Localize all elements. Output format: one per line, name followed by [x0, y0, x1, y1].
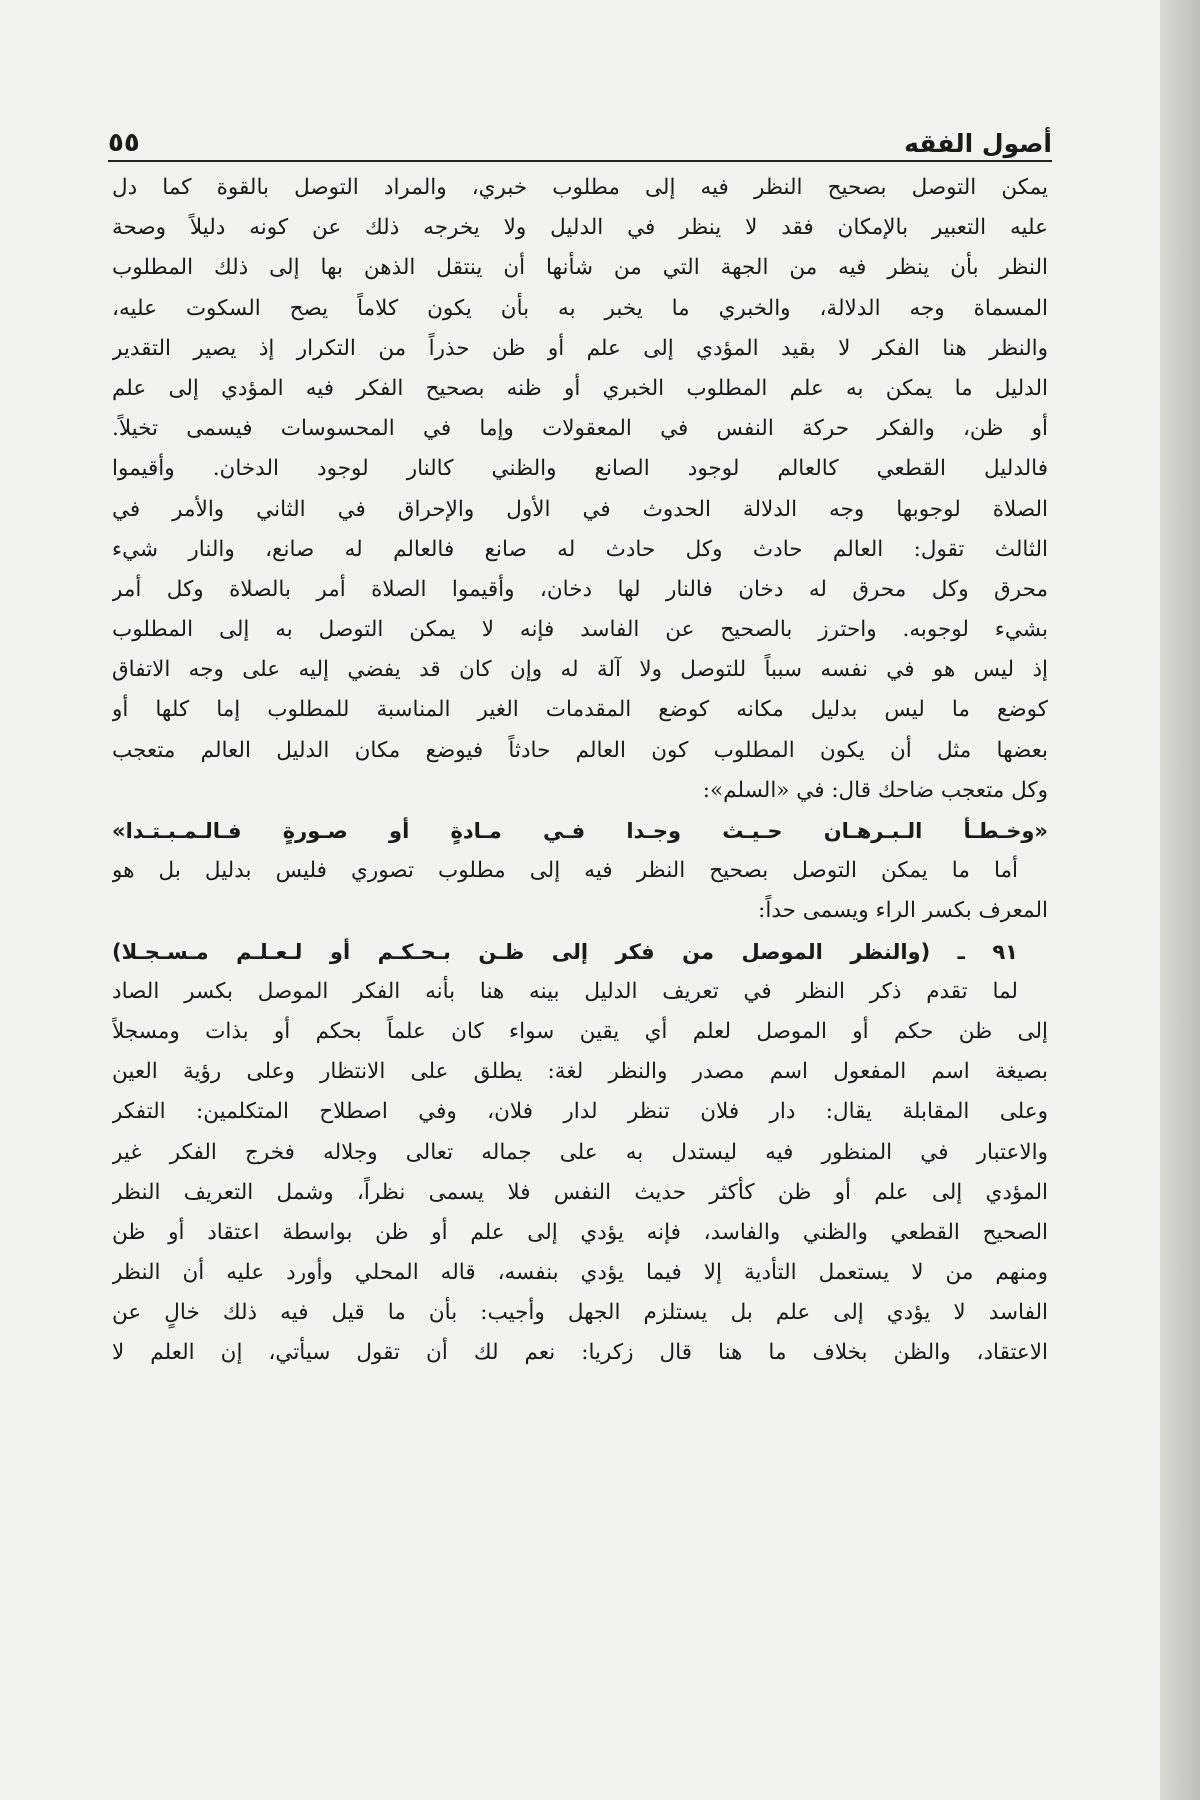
text-line: كوضع ما ليس بدليل مكانه كوضع المقدمات الغير المناسبة للمطلوب إما كلها أو	[112, 697, 1048, 723]
text-line: المعرف بكسر الراء ويسمى حداً:	[758, 898, 1048, 924]
text-line: أما ما يمكن التوصل بصحيح النظر فيه إلى مطلوب تصوري فليس بدليل بل هو	[112, 858, 1018, 884]
verse-line: «وخـطـأ الـبـرهـان حـيـث وجـدا فـي مـادةٍ أو صـورةٍ فـالـمـبـتـدا»	[112, 819, 1048, 843]
text-line: والاعتبار في المنظور فيه ليستدل به على جماله تعالى وجلاله فخرج الفكر غير	[112, 1139, 1048, 1165]
header-rule	[108, 160, 1052, 162]
text-line: الصلاة لوجوبها وجه الدلالة الحدوث في الأول والإحراق في الثاني والأمر في	[112, 496, 1048, 522]
text-line: المؤدي إلى علم أو ظن كأكثر حديث النفس فلا يسمى نظراً، وشمل التعريف النظر	[112, 1179, 1048, 1205]
text-line: ومنهم من لا يستعمل التأدية إلا فيما يؤدي بنفسه، قاله المحلي وأورد عليه أن النظر	[112, 1260, 1048, 1286]
text-line: والنظر هنا الفكر لا بقيد المؤدي إلى علم أو ظن حذراً من التكرار إذ يصير التقدير	[112, 335, 1048, 361]
text-line: الدليل ما يمكن به علم المطلوب الخبري أو ظنه بصحيح الفكر فيه المؤدي إلى علم	[112, 375, 1048, 401]
text-line: وكل متعجب ضاحك قال: في «السلم»:	[702, 777, 1048, 803]
text-line: المسماة وجه الدلالة، والخبري ما يخبر به بأن يكون كلاماً يصح السكوت عليه،	[112, 295, 1048, 321]
page-header	[108, 108, 1052, 158]
text-line: بصيغة اسم المفعول اسم مصدر والنظر لغة: يطلق على الانتظار وعلى رؤية العين	[112, 1059, 1048, 1085]
text-line: الثالث تقول: العالم حادث وكل حادث له صانع فالعالم له صانع، والنار شيء	[112, 536, 1048, 562]
text-line: الصحيح القطعي والظني والفاسد، فإنه يؤدي إلى علم أو ظن بواسطة اعتقاد أو ظن	[112, 1219, 1048, 1245]
running-title: أصول الفقه	[904, 129, 1052, 158]
text-line: أو ظن، والفكر حركة النفس في المعقولات وإما في المحسوسات فيسمى تخيلاً.	[112, 416, 1048, 442]
page-number: ٥٥	[108, 128, 140, 158]
text-line: عليه التعبير بالإمكان فقد لا ينظر في الدليل ولا يخرجه ذلك عن كونه دليلاً وصحة	[112, 215, 1048, 241]
text-line: إلى ظن حكم أو الموصل لعلم أي يقين سواء كان علماً بحكم أو بذات ومسجلاً	[112, 1018, 1048, 1044]
text-line: محرق وكل محرق له دخان فالنار لها دخان، وأقيموا الصلاة أمر بالصلاة وكل أمر	[112, 576, 1048, 602]
page-gutter-shadow	[1160, 0, 1200, 1800]
text-line: الاعتقاد، والظن بخلاف ما هنا قال زكريا: نعم لك أن تقول سيأتي، إن العلم لا	[112, 1340, 1048, 1366]
verse-heading-91: ٩١ ـ (والنظر الموصل من فكر إلى ظـن بـحـكـم أو لـعـلـم مـسـجـلا)	[112, 939, 1018, 964]
text-line: لما تقدم ذكر النظر في تعريف الدليل بينه هنا بأنه الفكر الموصل بكسر الصاد	[112, 978, 1018, 1004]
text-line: فالدليل القطعي كالعالم لوجود الصانع والظني كالنار لوجود الدخان. وأقيموا	[112, 456, 1048, 482]
text-line: بعضها مثل أن يكون المطلوب كون العالم حادثاً فيوضع مكان الدليل العالم متعجب	[112, 737, 1048, 763]
text-line: وعلى المقابلة يقال: دار فلان تنظر لدار فلان، وفي اصطلاح المتكلمين: التفكر	[112, 1099, 1048, 1125]
text-line: الفاسد لا يؤدي إلى علم بل يستلزم الجهل وأجيب: بأن ما قيل فيه ذلك خالٍ عن	[112, 1300, 1048, 1326]
page-body	[112, 168, 1048, 1748]
text-line: يمكن التوصل بصحيح النظر فيه إلى مطلوب خبري، والمراد التوصل بالقوة كما دل	[112, 175, 1048, 200]
text-line: إذ ليس هو في نفسه سبباً للتوصل ولا آلة له وإن كان قد يفضي إليه على وجه الاتفاق	[112, 657, 1048, 683]
text-line: بشيء لوجوبه. واحترز بالصحيح عن الفاسد فإنه لا يمكن التوصل به إلى المطلوب	[112, 617, 1048, 643]
text-line: النظر بأن ينظر فيه من الجهة التي من شأنها أن ينتقل الذهن بها إلى ذلك المطلوب	[112, 255, 1048, 281]
